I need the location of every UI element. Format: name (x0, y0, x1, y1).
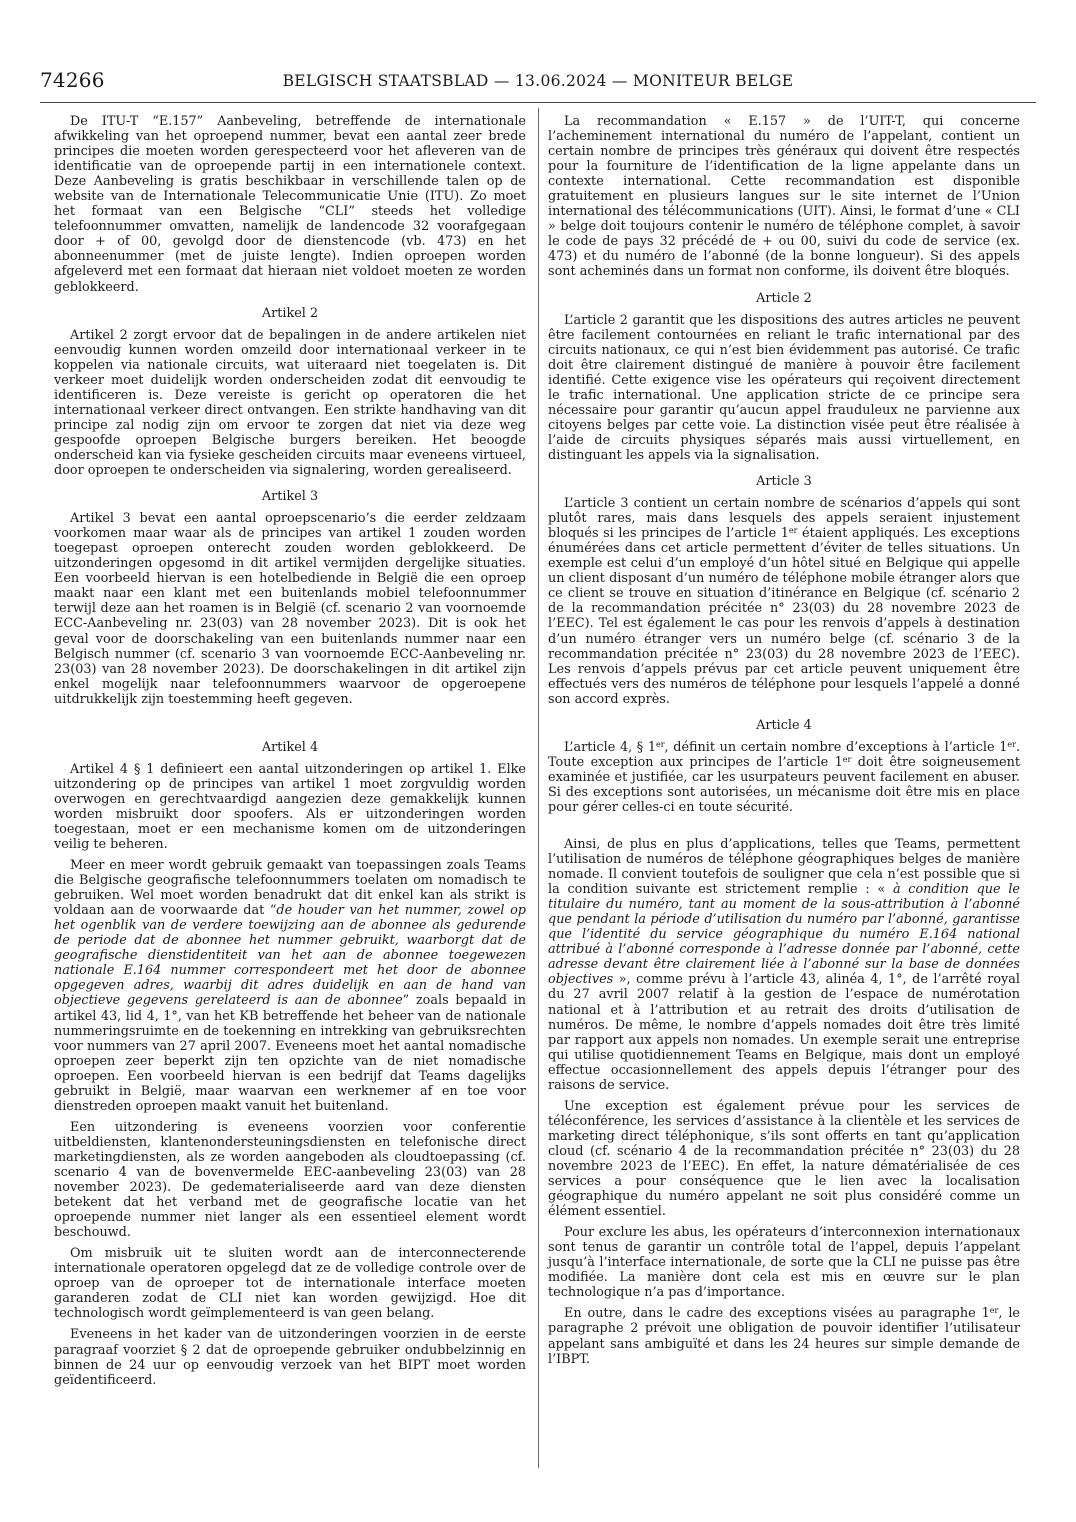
page-header (40, 66, 1036, 102)
french-column (548, 114, 1020, 1373)
superscript: er (788, 526, 798, 536)
running-title: BELGISCH STAATSBLAD — 13.06.2024 — MONITEUR BELGE (282, 72, 794, 90)
text-run: Ainsi, de plus en plus d’applications, telles que Teams, permettent l’utilisation de numéros de téléphone géographiques belges de manière nomade. Il convient toutefois de souligner que cela n’est possible que si la condition suivante est strictement remplie : « (548, 837, 1020, 898)
dutch-column (54, 114, 526, 1394)
fr-article-2-paragraph: L’article 2 garantit que les dispositions des autres articles ne peuvent être facilement contournées en reliant le trafic international par des circuits nationaux, ce qui n’est bien évidemment pas autorisé. Ce trafic doit être clairement distingué de manière à pouvoir être facilement identifié. Cette exigence vise les opérateurs qui reçoivent directement le trafic international. Une application stricte de ce principe sera nécessaire pour garantir qu’aucun appel frauduleux ne parvienne aux citoyens belges par cette voie. La distinction visée peut être réalisée à l’aide de circuits physiques séparés mais aussi virtuellement, en distinguant les appels via la signalisation. (548, 312, 1020, 463)
fr-article-4-paragraph-2 (548, 837, 1020, 1093)
nl-article-3-paragraph: Artikel 3 bevat een aantal oproepscenario’s die eerder zeldzaam voorkomen maar waar als de principes van artikel 1 zouden worden toegepast oproepen onterecht zouden worden geblokkeerd. De uitzonderingen opgesomd in dit artikel vermijden dergelijke situaties. Een voorbeeld hiervan is een hotelbediende in België die een oproep maakt naar een klant met een buitenlands mobiel telefoonnummer terwijl deze aan het roamen is in België (cf. scenario 2 van voornoemde ECC-Aanbeveling nr. 23(03) van 28 november 2023). Dit is ook het geval voor de doorschakeling van een buitenlands nummer naar een Belgisch nummer (cf. scenario 3 van voornoemde ECC-Aanbeveling nr. 23(03) van 28 november 2023). De doorschakelingen in dit artikel zijn enkel mogelijk naar telefoonnummers waarvoor de opgeroepene uitdrukkelijk zijn toestemming heeft gegeven. (54, 511, 526, 707)
fr-intro-paragraph: La recommandation « E.157 » de l’UIT-T, qui concerne l’acheminement international du numéro de l’appelant, contient un certain nombre de principes très généraux qui doivent être respectés pour la fourniture de l’identification de la ligne appelante dans un contexte international. Cette recommandation est disponible gratuitement en plusieurs langues sur le site internet de l’Union international des télécommunications (UIT). Ainsi, le format d’une « CLI » belge doit toujours contenir le numéro de téléphone complet, à savoir le code de pays 32 précédé de + ou 00, suivi du code de service (ex. 473) et du numéro de l’abonné (de la bonne longueur). Si des appels sont acheminés dans un format non conforme, ils doivent être bloqués. (548, 114, 1020, 280)
spacer (548, 821, 1020, 837)
text-run: L’article 4, § 1 (564, 739, 656, 755)
fr-article-4-paragraph-5 (548, 1306, 1020, 1366)
quoted-condition: à condition que le titulaire du numéro, tant au moment de la sous-attribution à l’abonné que pendant la période d’utilisation du numéro par l’abonné, garantisse que l’identité du service géographique du numéro E.164 national attribué à l’abonné corresponde à l’adresse donnée par l’abonné, cette adresse devant être clairement liée à l’abonné sur la base de données objectives (548, 882, 1020, 988)
text-run: , le paragraphe 2 prévoit une obligation de pouvoir identifier l’utilisateur appelant sans ambiguïté et dans les 24 heures sur simple demande de l’IBPT. (548, 1306, 1020, 1367)
nl-article-2-paragraph: Artikel 2 zorgt ervoor dat de bepalingen in de andere artikelen niet eenvoudig kunnen worden omzeild door internationaal verkeer in te koppelen via nationale circuits, wat uiteraard niet toegelaten is. Dit verkeer moet duidelijk worden onderscheiden zodat dit eenvoudig te identificeren is. Deze vereiste is gericht op operatoren die het internationaal verkeer direct ontvangen. Een strikte handhaving van dit principe zal nodig zijn om ervoor te zorgen dat niet via deze weg gespoofde oproepen Belgische burgers bereiken. Het beoogde onderscheid kan via fysieke gescheiden circuits maar eveneens virtueel, door oproepen te onderscheiden via signalering, worden gerealiseerd. (54, 327, 526, 479)
fr-article-4-heading: Article 4 (756, 717, 812, 733)
nl-article-2-heading: Artikel 2 (261, 305, 319, 321)
nl-article-3-heading: Artikel 3 (261, 489, 319, 505)
column-divider (538, 108, 539, 1468)
text-run: . Toute exception aux principes de l’article 1 (548, 739, 1021, 770)
text-run: En outre, dans le cadre des exceptions visées au paragraphe 1 (564, 1306, 990, 1322)
quoted-condition: de houder van het nummer, zowel op het ogenblik van de verdere toewijzing aan de abonnee als gedurende de periode dat de abonnee het nummer gebruikt, waarborgt dat de geografische dienstidentiteit van het aan de abonnee toegewezen nationale E.164 nummer correspondeert met het door de abonnee opgegeven adres, waarbij dit adres duidelijk en aan de hand van objectieve gegevens gerelateerd is aan de abonnee (54, 903, 526, 1009)
nl-intro-paragraph: De ITU-T “E.157” Aanbeveling, betreffende de internationale afwikkeling van het oproepend nummer, bevat een aantal zeer brede principes die moeten worden gerespecteerd voor het afleveren van de identificatie van de oproepende partij in een internationele context. Deze Aanbeveling is gratis beschikbaar in verschillende talen op de website van de Internationale Telecommunicatie Unie (ITU). Zo moet het formaat van een Belgische “CLI” steeds het volledige telefoonnummer omvatten, namelijk de landencode 32 voorafgegaan door + of 00, gevolgd door de dienstencode (vb. 473) en het abonneenummer (met de juiste lengte). Indien oproepen worden afgeleverd met een formaat dat hieraan niet voldoet moeten ze worden geblokkeerd. (54, 114, 526, 295)
superscript: er (989, 1306, 999, 1316)
nl-article-4-heading: Artikel 4 (261, 739, 319, 755)
fr-article-4-paragraph-4: Pour exclure les abus, les opérateurs d’interconnexion internationaux sont tenus de garantir un contrôle total de l’appel, depuis l’appelant jusqu’à l’interface internationale, de sorte que la CLI ne puisse pas être modifiée. La manière dont cela est mis en œuvre sur le plan technologique n’a pas d’importance. (548, 1225, 1020, 1301)
nl-article-4-paragraph-2 (54, 858, 526, 1114)
nl-article-4-paragraph-4: Om misbruik uit te sluiten wordt aan de interconnecterende internationale operatoren opgelegd dat ze de volledige controle over de oproep van de oproeper tot de internationale interface moeten garanderen zodat de CLI niet kan worden gewijzigd. Hoe dit technologisch wordt geïmplementeerd is van geen belang. (54, 1246, 526, 1322)
page-number: 74266 (40, 68, 105, 92)
nl-article-4-paragraph-5: Eveneens in het kader van de uitzonderingen voorzien in de eerste paragraaf voorziet § 2 dat de oproepende gebruiker ondubbelzinnig en binnen de 24 uur op eenvoudig verzoek van het BIPT moet worden geïdentificeerd. (54, 1327, 526, 1388)
superscript: er (1007, 739, 1016, 749)
nl-article-4-paragraph-3: Een uitzondering is eveneens voorzien voor conferentie uitbeldiensten, klantenondersteuningsdiensten en telefonische direct marketingdiensten, als ze worden aangeboden als cloudtoepassing (cf. scenario 4 van de bovenvermelde EEC-aanbeveling 23(03) van 28 november 2023). De gedematerialiseerde aard van deze diensten betekent dat het verband met de geografische locatie van het oproepende nummer niet langer als een essentieel element wordt beschouwd. (54, 1119, 526, 1241)
text-run: , définit un certain nombre d’exceptions à l’article 1 (664, 739, 1008, 755)
superscript: er (842, 754, 852, 764)
text-run: L’article 3 contient un certain nombre de scénarios d’appels qui sont plutôt rares, mais dans lesquels des appels seraient injustement bloqués si les principes de l’article 1 (548, 496, 1020, 542)
header-rule (40, 102, 1036, 103)
fr-article-4-paragraph-3: Une exception est également prévue pour les services de téléconférence, les services d’assistance à la clientèle et les services de marketing direct téléphonique, s’ils sont offerts en tant qu’application cloud (cf. scénario 4 de la recommandation précitée n° 23(03) du 28 novembre 2023 de l’EEC). En effet, la nature dématérialisée de ces services a pour conséquence que le lien avec la localisation géographique du numéro appelant ne soit plus considéré comme un élément essentiel. (548, 1098, 1020, 1220)
text-run: étaient appliqués. Les exceptions énumérées dans cet article permettent d’éviter de telles situations. Un exemple est celui d’un employé d’un hôtel situé en Belgique qui appelle un client disposant d’un numéro de téléphone mobile étranger alors que ce client se trouve en situation d’itinérance en Belgique (cf. scénario 2 de la recommandation précitée n° 23(03) du 28 novembre 2023 de l’EEC). Tel est également le cas pour les renvois d’appels à destination d’un numéro étranger vers un numéro belge (cf. scénario 3 de la recommandation précitée n° 23(03) du 28 novembre 2023 de l’EEC). Les renvois d’appels prévus par cet article peuvent uniquement être effectués vers des numéros de téléphone pour lesquels l’appelé a donné son accord exprès. (548, 526, 1020, 707)
nl-article-4-paragraph-1: Artikel 4 § 1 definieert een aantal uitzonderingen op artikel 1. Elke uitzondering op de principes van artikel 1 moet zorgvuldig worden overwogen en gerechtvaardigd aangezien deze gemakkelijk kunnen worden misbruikt door spoofers. Als er uitzonderingen worden toegestaan, moet er een mechanisme komen om de uitzonderingen veilig te beheren. (54, 761, 526, 853)
fr-article-3-paragraph (548, 496, 1020, 707)
text-run: », comme prévu à l’article 43, alinéa 4, 1°, de l’arrêté royal du 27 avril 2007 relatif à la gestion de l’espace de numérotation national et à l’attribution et au retrait des droits d’utilisation de numéros. De même, le nombre d’appels nomades doit être très limité par rapport aux appels non nomades. Un exemple serait une entreprise qui utilise quotidiennement Teams en Belgique, mais dont un employé effectue occasionnellement des appels depuis l’étranger pour des raisons de service. (548, 972, 1020, 1093)
text-run: Meer en meer wordt gebruik gemaakt van toepassingen zoals Teams die Belgische geografische telefoonnummers toelaten om nomadisch te gebruiken. Wel moet worden benadrukt dat dit enkel kan als strikt is voldaan aan de voorwaarde dat “ (54, 858, 526, 919)
spacer (54, 713, 526, 729)
fr-article-4-paragraph-1 (548, 740, 1020, 815)
fr-article-3-heading: Article 3 (756, 474, 812, 490)
fr-article-2-heading: Article 2 (756, 290, 812, 306)
superscript: er (655, 739, 665, 749)
text-run: ” zoals bepaald in artikel 43, lid 4, 1°, van het KB betreffende het beheer van de nationale nummeringsruimte en de toekenning en intrekking van gebruiksrechten voor nummers van 27 april 2007. Eveneens moet het aantal nomadische oproepen zeer beperkt zijn ten opzichte van de niet nomadische oproepen. Een voorbeeld hiervan is een bedrijf dat Teams dagelijks gebruikt in België, maar waarvan een werknemer af en toe voor dienstreden oproepen maakt vanuit het buitenland. (54, 993, 526, 1114)
text-run: doit être soigneusement examinée et justifiée, car les usurpateurs peuvent facilement en abuser. Si des exceptions sont autorisées, un mécanisme doit être mis en place pour gérer celles-ci en toute sécurité. (548, 754, 1020, 815)
